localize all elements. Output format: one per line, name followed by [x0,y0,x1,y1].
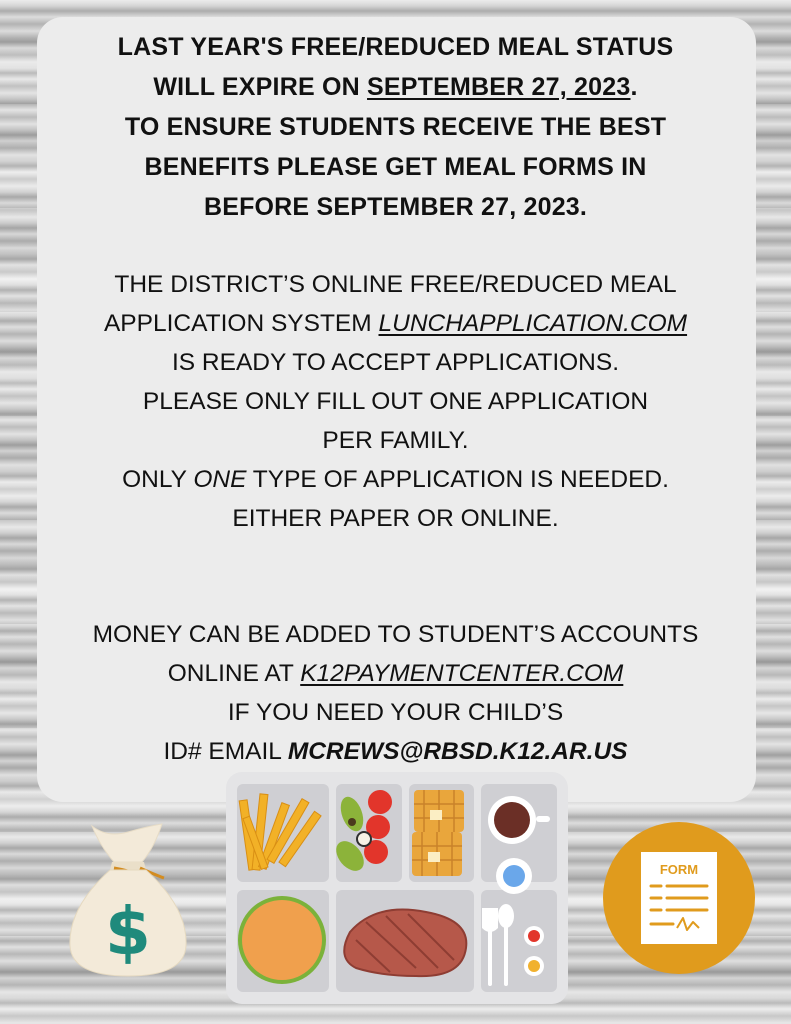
payment-line-3: IF YOU NEED YOUR CHILD’S [227,699,564,726]
application-line-1: THE DISTRICT’S ONLINE FREE/REDUCED MEAL [114,271,677,298]
payment-line-2: ONLINE AT K12PAYMENTCENTER.COM [167,660,624,687]
money-bag-icon [62,818,194,980]
application-line-3: IS READY TO ACCEPT APPLICATIONS. [171,349,620,376]
expiry-date: SEPTEMBER 27, 2023 [367,73,631,101]
headline-line-4: BENEFITS PLEASE GET MEAL FORMS IN [144,153,647,181]
payment-center-link[interactable]: K12PAYMENTCENTER.COM [300,660,624,687]
headline-line-2: WILL EXPIRE ON SEPTEMBER 27, 2023. [153,73,638,101]
form-document-icon [603,822,755,974]
headline-line-1: LAST YEAR'S FREE/REDUCED MEAL STATUS [117,33,674,61]
payment-block [0,615,791,771]
application-line-7: EITHER PAPER OR ONLINE. [232,505,559,532]
application-block [0,265,791,538]
application-line-2: APPLICATION SYSTEM LUNCHAPPLICATION.COM [103,310,688,337]
payment-line-4: ID# EMAIL MCREWS@RBSD.K12.AR.US [163,738,628,765]
application-line-5: PER FAMILY. [322,427,469,454]
lunch-application-link[interactable]: LUNCHAPPLICATION.COM [378,310,688,337]
lunch-tray-icon [226,772,568,1004]
form-label: FORM [659,862,699,877]
headline-line-3: TO ENSURE STUDENTS RECEIVE THE BEST [124,113,667,141]
payment-line-1: MONEY CAN BE ADDED TO STUDENT’S ACCOUNTS [92,621,699,648]
contact-email[interactable]: MCREWS@RBSD.K12.AR.US [287,738,628,765]
headline-line-5: BEFORE SEPTEMBER 27, 2023. [203,193,588,221]
dollar-sign: $ [105,893,151,970]
application-line-6: ONLY ONE TYPE OF APPLICATION IS NEEDED. [122,466,669,493]
application-line-4: PLEASE ONLY FILL OUT ONE APPLICATION [142,388,649,415]
headline-block [0,27,791,227]
